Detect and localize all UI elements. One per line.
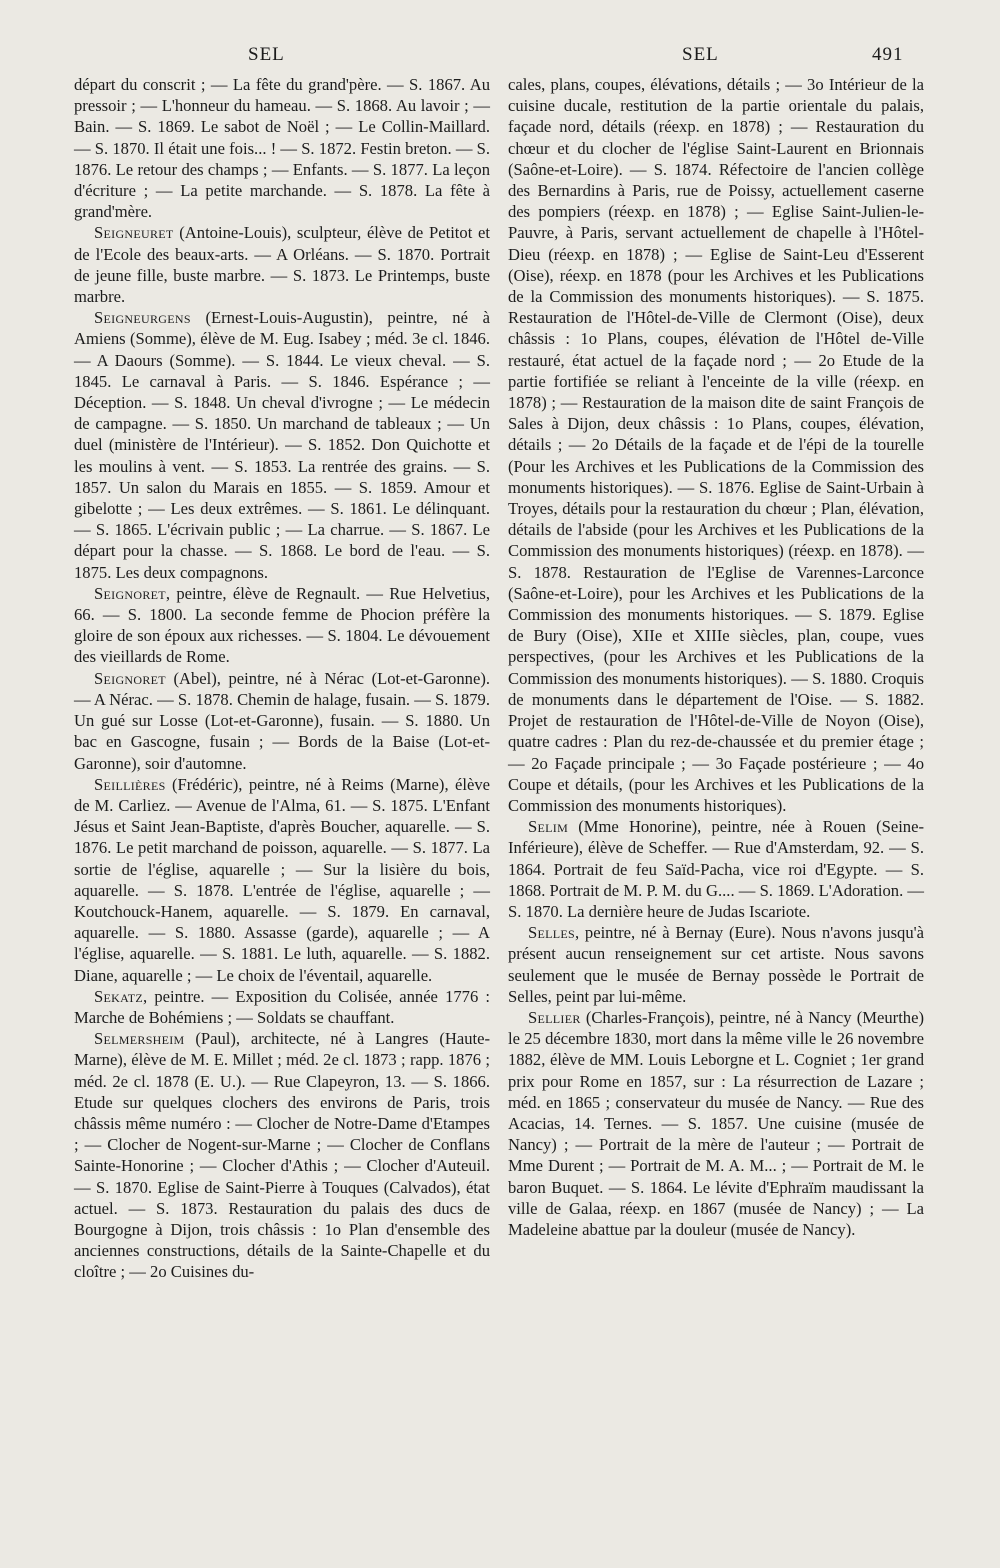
entry-text: départ du conscrit ; — La fête du grand'père. — S. 1867. Au pressoir ; — L'honneur du hameau. — S. 1868. Au lavoir ; — Bain. — S. 1869. Le sabot de Noël ; — Le Collin-Maillard. — S. 1870. Il était une fois... ! — S. 1872. Festin breton. — S. 1876. Le retour des champs ; — Enfants. — S. 1877. La leçon d'écriture ; — La petite marchande. — S. 1878. La fête à grand'mère. [74,75,490,222]
entry-name: Seignoret [94,668,166,688]
entry-text: (Mme Honorine), peintre, née à Rouen (Seine-Inférieure), élève de Scheffer. — Rue d'Amsterdam, 92. — S. 1864. Portrait de feu Saïd-Pacha, vice roi d'Egypte. — S. 1868. Portrait de M. P. M. du G.... — S. 1869. L'Adoration. — S. 1870. La dernière heure de Judas Iscariote. [508,817,924,921]
entry-text: (Paul), architecte, né à Langres (Haute-Marne), élève de M. E. Millet ; méd. 2e cl. 1873 ; rapp. 1876 ; méd. 2e cl. 1878 (E. U.). — Rue Clapeyron, 13. — S. 1866. Etude sur quelques clochers des environs de Paris, trois châssis même numéro : — Clocher de Notre-Dame d'Etampes ; — Clocher de Nogent-sur-Marne ; — Clocher de Conflans Sainte-Honorine ; — Clocher d'Athis ; — Clocher d'Auteuil. — S. 1870. Eglise de Saint-Pierre à Touques (Calvados), état actuel. — S. 1873. Restauration du palais des ducs de Bourgogne à Dijon, trois châssis : 1o Plan d'ensemble des anciennes constructions, détails de la Sainte-Chapelle et du cloître ; — 2o Cuisines du- [74,1029,490,1282]
left-column [74,74,490,1283]
entry-name: Sekatz [94,986,144,1006]
entry-text: (Antoine-Louis), sculpteur, élève de Petitot et de l'Ecole des beaux-arts. — A Orléans. — S. 1870. Portrait de jeune fille, buste marbre. — S. 1873. Le Printemps, buste marbre. [74,223,490,307]
entry [508,1007,924,1240]
entry-text: , peintre. — Exposition du Colisée, année 1776 : Marche de Bohémiens ; — Soldats se chauffant. [74,986,490,1027]
entry-name: Seigneurgens [94,308,191,328]
entry [74,774,490,986]
entry [74,668,490,774]
entry [74,583,490,668]
entry [74,1028,490,1282]
page-number: 491 [872,44,904,65]
running-head-right: SEL [682,44,719,65]
entry [74,986,490,1028]
entry [74,74,490,222]
entry [74,222,490,307]
entry [508,922,924,1007]
entry-text: (Ernest-Louis-Augustin), peintre, né à Amiens (Somme), élève de M. Eug. Isabey ; méd. 3e cl. 1846. — A Daours (Somme). — S. 1844. Le vieux cheval. — S. 1845. Le carnaval à Paris. — S. 1846. Espérance ; — Déception. — S. 1848. Un cheval d'ivrogne ; — Le médecin de campagne. — S. 1850. Un marchand de tableaux ; — Un duel (ministère de l'Intérieur). — S. 1852. Don Quichotte et les moulins à vent. — S. 1853. La rentrée des grains. — S. 1857. Un salon du Marais en 1855. — S. 1859. Amour et gibelotte ; — Les deux extrêmes. — S. 1861. Le délinquant. — S. 1865. L'écrivain public ; — La charrue. — S. 1867. Le départ pour la chasse. — S. 1868. Le bord de l'eau. — S. 1875. Les deux compagnons. [74,308,490,582]
entry-text: (Charles-François), peintre, né à Nancy (Meurthe) le 25 décembre 1830, mort dans la même ville le 26 novembre 1882, élève de MM. Louis Leborgne et L. Cogniet ; 1er grand prix pour Rome en 1857, sur : La résurrection de Lazare ; méd. en 1865 ; conservateur du musée de Nancy. — Rue des Acacias, 14. Ternes. — S. 1857. Une cuisine (musée de Nancy) ; — Portrait de la mère de l'auteur ; — Portrait de Mme Durent ; — Portrait de M. A. M... ; — Portrait de M. le baron Buquet. — S. 1864. Le lévite d'Ephraïm maudissant la ville de Galaa, réexp. en 1867 (musée de Nancy) ; — La Madeleine abattue par la douleur (musée de Nancy). [508,1007,924,1239]
entry-text: (Abel), peintre, né à Nérac (Lot-et-Garonne). — A Nérac. — S. 1878. Chemin de halage, fusain. — S. 1879. Un gué sur Losse (Lot-et-Garonne), fusain. — S. 1880. Un bac en Gascogne, fusain ; — Bords de la Baise (Lot-et-Garonne), soir d'automne. [74,668,490,773]
entry-text: , peintre, né à Bernay (Eure). Nous n'avons jusqu'à présent aucun renseignement sur cet artiste. Nous savons seulement que le musée de Bernay possède le Portrait de Selles, peint par lui-même. [508,923,924,1006]
running-head-left: SEL [248,44,285,65]
entry-name: Selmersheim [94,1029,185,1049]
entry-text: , peintre, élève de Regnault. — Rue Helvetius, 66. — S. 1800. La seconde femme de Phocion préfère la gloire de son époux aux richesses. — S. 1804. Le dévouement des vieillards de Rome. [74,583,490,667]
entry-name: Seignoret [94,583,166,603]
entry-text: cales, plans, coupes, élévations, détails ; — 3o Intérieur de la cuisine ducale, restitution de la partie orientale du palais, façade nord, détails (réexp. en 1878) ; — Restauration du chœur et du clocher de l'église Saint-Laurent en Brionnais (Saône-et-Loire). — S. 1874. Réfectoire de l'ancien collège des Bernardins à Paris, rue de Poissy, actuellement caserne des pompiers (réexp. en 1878) ; — Eglise Saint-Julien-le-Pauvre, à Paris, servant actuellement de chapelle à l'Hôtel-Dieu (réexp. en 1878) ; — Eglise de Saint-Leu d'Esserent (Oise), réexp. en 1878 (pour les Archives et les Publications de la Commission des monuments historiques). — S. 1875. Restauration de l'Hôtel-de-Ville de Clermont (Oise), deux châssis : 1o Plans, coupes, élévation de l'Hôtel de-Ville restauré, état actuel de la façade nord ; — 2o Etude de la partie fortifiée se reliant à l'enceinte de la ville (réexp. en 1878) ; — Restauration de la maison dite de saint François de Sales à Dijon, deux châssis : 1o Plans, coupes, élévation, détails ; — 2o Détails de la façade et de l'épi de la tourelle (Pour les Archives et les Publications de la Commission des monuments historiques). — S. 1876. Eglise de Saint-Urbain à Troyes, détails pour la restauration du chœur ; Plan, élévation, détails de l'abside (pour les Archives et les Publications de la Commission des monuments historiques) (réexp. en 1878). — S. 1878. Restauration de l'Eglise de Varennes-Larconce (Saône-et-Loire), pour les Archives et les Publications de la Commission des monuments historiques. — S. 1879. Eglise de Bury (Oise), XIIe et XIIIe siècles, plan, coupe, vues perspectives, (pour les Archives et les Publications de la Commission des monuments historiques). — S. 1880. Croquis de monuments dans le département de l'Oise. — S. 1882. Projet de restauration de l'Hôtel-de-Ville de Noyon (Oise), quatre cadres : Plan du rez-de-chaussée et du premier étage ; — 2o Façade principale ; — 3o Façade postérieure ; — 4o Coupe et détails, (pour les Archives et les Publications de la Commission des monuments historiques). [508,75,924,815]
entry-name: Selles [528,923,576,943]
entry [508,74,924,816]
entry [508,816,924,922]
right-column [508,74,924,1240]
entry-name: Sellier [528,1007,581,1027]
entry-name: Seillières [94,774,166,794]
entry-text: (Frédéric), peintre, né à Reims (Marne), élève de M. Carliez. — Avenue de l'Alma, 61. — S. 1875. L'Enfant Jésus et Saint Jean-Baptiste, d'après Boucher, aquarelle. — S. 1876. Le petit marchand de poisson, aquarelle. — S. 1877. La sortie de l'église, aquarelle ; — Sur la lisière du bois, aquarelle. — S. 1878. L'entrée de l'église, aquarelle ; — Koutchouck-Hanem, aquarelle. — S. 1879. En carnaval, aquarelle. — S. 1880. Assasse (garde), aquarelle ; — A l'église, aquarelle. — S. 1881. Le luth, aquarelle. — S. 1882. Diane, aquarelle ; — Le choix de l'éventail, aquarelle. [74,774,490,985]
entry-name: Seigneuret [94,223,174,243]
entry [74,307,490,583]
entry-name: Selim [528,817,569,837]
